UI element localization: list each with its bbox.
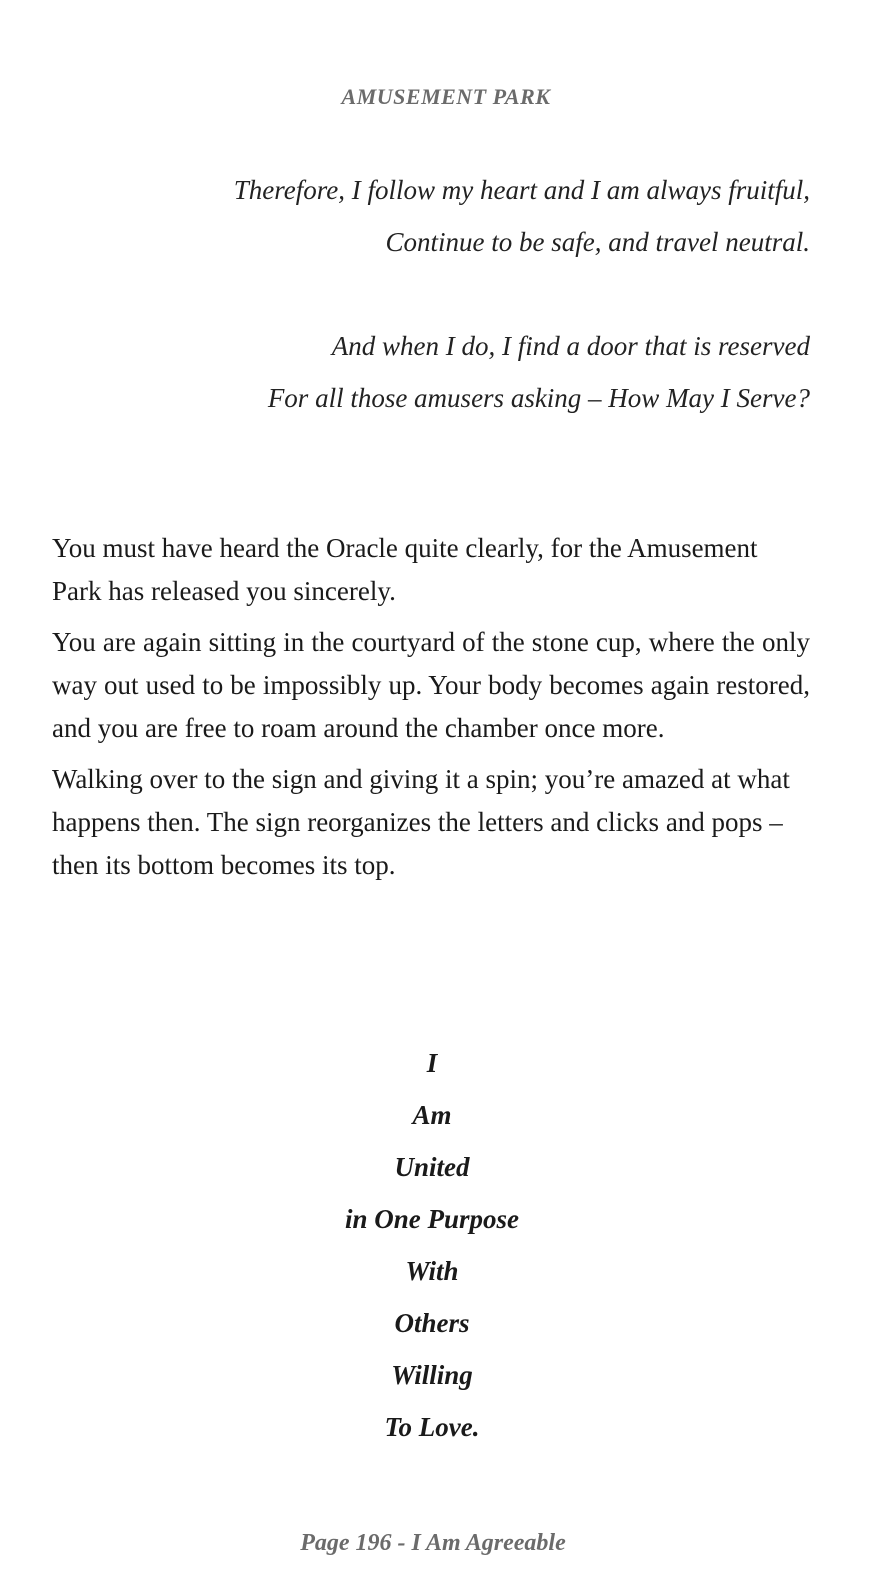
sign-line: in One Purpose [344,1204,520,1234]
verse-stanza-1 [234,164,810,268]
sign-line: With [405,1256,459,1286]
verse-line: Continue to be safe, and travel neutral. [385,227,810,257]
verse-stanza-2 [268,320,810,424]
verse-line: And when I do, I find a door that is reserved [331,331,810,361]
paragraph-sign-spin: Walking over to the sign and giving it a spin; you’re amazed at what happens then. The sign reorganizes the letters and clicks and pops – then its bottom becomes its top. [52,764,790,880]
verse-line: Therefore, I follow my heart and I am always fruitful, [233,175,810,205]
prose-body [52,527,810,895]
running-header: AMUSEMENT PARK [341,84,551,109]
sign-text [0,1037,888,1453]
paragraph-courtyard: You are again sitting in the courtyard of the stone cup, where the only way out used to be impossibly up. Your body becomes again restored, and you are free to roam around the chamber once more. [52,627,810,743]
page-footer: Page 196 - I Am Agreeable [300,1530,566,1556]
sign-line: United [394,1152,470,1182]
sign-line: Willing [391,1360,473,1390]
verse-line: For all those amusers asking – How May I Serve? [267,383,810,413]
sign-line: To Love. [384,1412,480,1442]
paragraph-oracle: You must have heard the Oracle quite clearly, for the Amusement Park has released you sincerely. [52,533,758,606]
sign-line: Others [394,1308,470,1338]
sign-line: I [426,1048,438,1078]
sign-line: Am [412,1100,452,1130]
